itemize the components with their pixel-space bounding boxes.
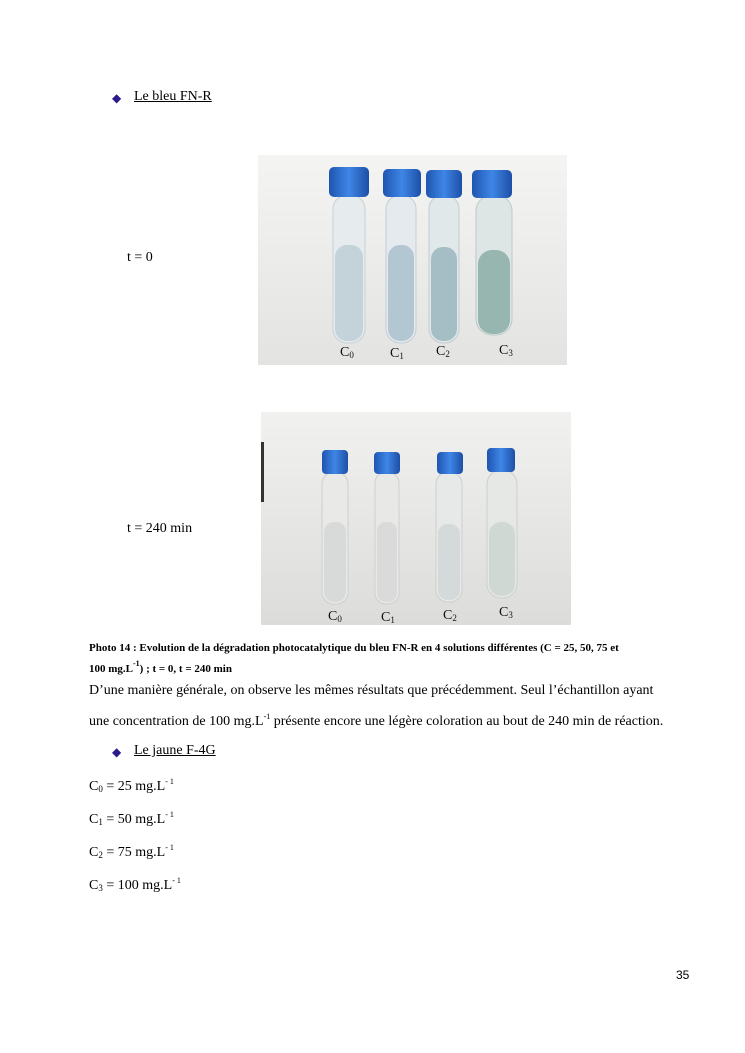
tube-label-c3: $C_3$ bbox=[499, 343, 513, 358]
tube-c3 bbox=[472, 170, 512, 335]
tube-c0 bbox=[329, 167, 369, 343]
test-tubes-t0-image bbox=[258, 155, 567, 365]
caption-line-1: Photo 14 : Evolution de la dégradation photocatalytique du bleu FN-R en 4 solutions différentes (C = 25, 50, 75 et bbox=[89, 642, 619, 654]
body-paragraph bbox=[89, 678, 709, 735]
bullet-icon: ◆ bbox=[112, 745, 122, 759]
concentration-c3: $C_3 = 100$ $mg.L^{- 1}$ bbox=[89, 876, 181, 893]
tube-label-c0: $C_0$ bbox=[328, 609, 342, 624]
section-heading-blue: Le bleu FN-R bbox=[134, 89, 212, 104]
tube-label-c1: $C_1$ bbox=[390, 346, 404, 361]
page-number: 35 bbox=[676, 968, 690, 982]
bullet-icon: ◆ bbox=[112, 91, 122, 105]
concentration-c1: $C_1 = 50$ $mg.L^{- 1}$ bbox=[89, 810, 174, 827]
tube-label-c3: $C_3$ bbox=[499, 605, 513, 620]
time-label-t240: t = 240 min bbox=[127, 521, 193, 536]
paragraph-line-2: une concentration de 100 $mg.L^{-1}$ présente encore une légère coloration au bout de 240 min de réaction. bbox=[89, 712, 664, 729]
test-tubes-t240-image bbox=[261, 412, 571, 625]
photo-t240 bbox=[261, 412, 571, 625]
tube-c3 bbox=[487, 448, 517, 598]
caption-line-2: 100 $mg.L^{-1}$) ; t = 0, t = 240 min bbox=[89, 659, 232, 675]
concentration-c0: $C_0 = 25$ $mg.L^{- 1}$ bbox=[89, 777, 174, 794]
concentration-c2: $C_2 = 75$ $mg.L^{- 1}$ bbox=[89, 843, 174, 860]
section-heading-yellow: Le jaune F-4G bbox=[134, 743, 216, 758]
photo-t0 bbox=[258, 155, 567, 365]
paragraph-line-1: D’une manière générale, on observe les mêmes résultats que précédemment. Seul l’échantillon ayant bbox=[89, 683, 654, 698]
tube-label-c0: $C_0$ bbox=[340, 345, 354, 360]
tube-c0 bbox=[322, 450, 348, 604]
tube-label-c1: $C_1$ bbox=[381, 610, 395, 625]
tube-c1 bbox=[383, 169, 421, 343]
tube-label-c2: $C_2$ bbox=[436, 344, 450, 359]
photo-caption bbox=[89, 641, 709, 677]
time-label-t0: t = 0 bbox=[127, 250, 153, 265]
tube-c2 bbox=[426, 170, 462, 343]
tube-label-c2: $C_2$ bbox=[443, 608, 457, 623]
